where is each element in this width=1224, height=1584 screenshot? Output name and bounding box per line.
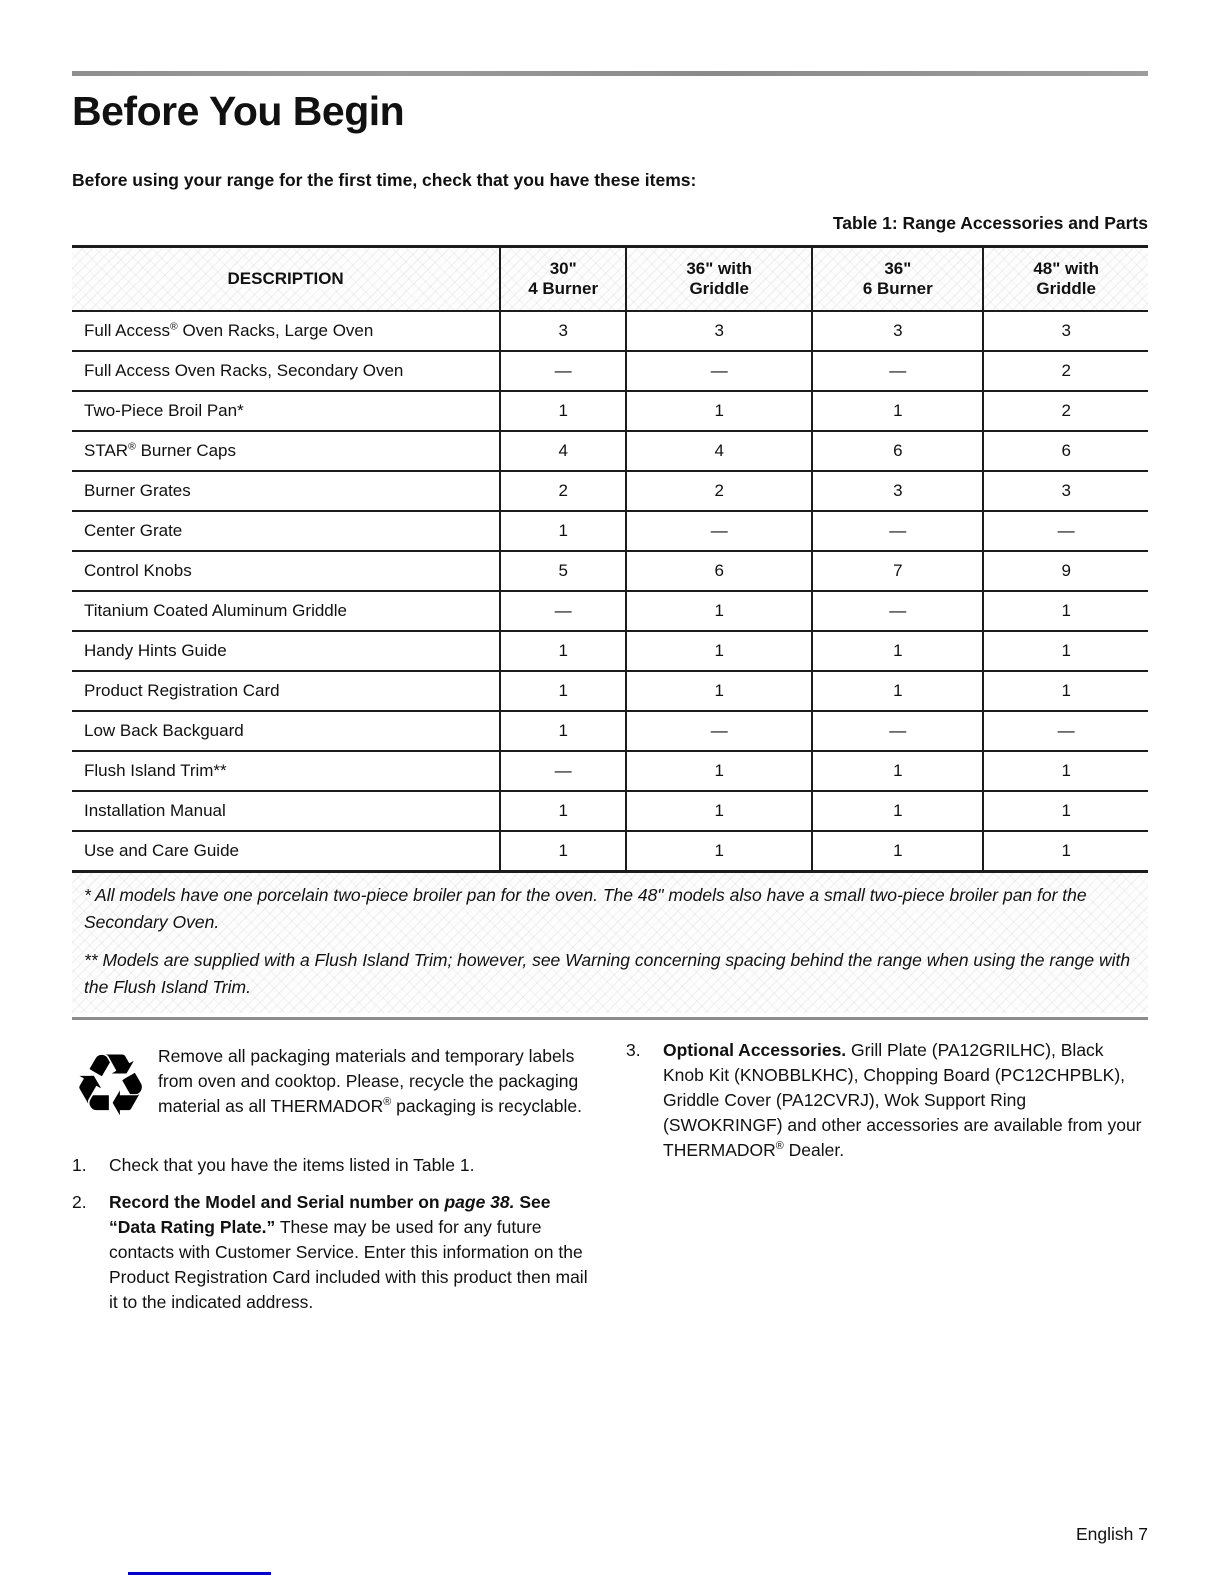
row-quantity: —: [983, 711, 1148, 751]
header-line: DESCRIPTION: [227, 269, 344, 288]
text-segment: Full Access Oven Racks, Secondary Oven: [84, 361, 404, 380]
row-quantity: 1: [983, 791, 1148, 831]
row-quantity: 1: [500, 831, 626, 872]
row-quantity: —: [626, 351, 812, 391]
table-row: [72, 311, 1148, 351]
table-row: [72, 431, 1148, 471]
row-description: [72, 511, 500, 551]
text-segment: Low Back Backguard: [84, 721, 244, 740]
list-item-text: [109, 1190, 588, 1315]
row-quantity: 1: [500, 671, 626, 711]
row-description: [72, 591, 500, 631]
header-line: 48" with: [1033, 259, 1100, 278]
row-quantity: 6: [626, 551, 812, 591]
footnote-island-trim: ** Models are supplied with a Flush Island Trim; however, see Warning concerning spacing behind the range when using the range with the Flush Island Trim.: [84, 950, 1131, 997]
row-quantity: 1: [500, 631, 626, 671]
row-quantity: 1: [626, 631, 812, 671]
text-segment: Product Registration Card: [84, 681, 280, 700]
row-description: [72, 671, 500, 711]
text-segment: Oven Racks, Large Oven: [177, 321, 374, 340]
row-description: [72, 711, 500, 751]
row-quantity: 2: [626, 471, 812, 511]
table-caption: Table 1: Range Accessories and Parts: [832, 213, 1148, 233]
header-line: 4 Burner: [528, 279, 599, 298]
text-segment: Optional Accessories.: [663, 1040, 847, 1060]
row-quantity: 5: [500, 551, 626, 591]
table-footnotes: [72, 873, 1148, 1013]
row-description: [72, 631, 500, 671]
row-quantity: 1: [983, 831, 1148, 872]
recycle-note-block: [72, 1038, 588, 1132]
col-header-description: [72, 247, 500, 312]
text-segment: Remove all packaging materials and temporary labels from oven and cooktop. Please, recycle the packaging material as all THERMADOR: [158, 1046, 579, 1116]
text-segment: Two-Piece Broil Pan*: [84, 401, 244, 420]
row-description: [72, 351, 500, 391]
row-quantity: 1: [812, 671, 983, 711]
row-description: [72, 311, 500, 351]
list-item-text: [663, 1038, 1148, 1163]
row-description: [72, 551, 500, 591]
text-segment: ®: [128, 440, 136, 453]
row-quantity: 2: [983, 351, 1148, 391]
page-title: Before You Begin: [72, 88, 405, 134]
text-segment: Grill Plate (PA12GRILHC), Black Knob Kit (KNOBBLKHC), Chopping Board (PC12CHPBLK), Griddle Cover (PA12CVRJ), Wok Support Ring (SWOKRINGF) and other accessories are available from your THERMADOR: [663, 1040, 1142, 1160]
row-quantity: 2: [983, 391, 1148, 431]
row-quantity: 1: [626, 751, 812, 791]
intro-text: Before using your range for the first time, check that you have these items:: [72, 170, 697, 190]
recycle-icon: ♻: [72, 1038, 150, 1134]
accessories-table: [72, 245, 1148, 873]
table-row: [72, 791, 1148, 831]
row-quantity: 3: [812, 311, 983, 351]
list-item-number: 1.: [72, 1155, 87, 1175]
row-description: [72, 751, 500, 791]
top-divider: [72, 71, 1148, 76]
row-quantity: 1: [500, 791, 626, 831]
row-description: [72, 471, 500, 511]
col-header-36-griddle: [626, 247, 812, 312]
row-description: [72, 391, 500, 431]
left-column: [72, 1038, 588, 1315]
row-quantity: 3: [812, 471, 983, 511]
row-quantity: 1: [500, 391, 626, 431]
row-quantity: 4: [500, 431, 626, 471]
page-number: English 7: [1076, 1524, 1148, 1544]
footnote-broil-pan: * All models have one porcelain two-piece broiler pan for the oven. The 48" models also have a small two-piece broiler pan for the Secondary Oven.: [84, 885, 1087, 932]
row-quantity: 2: [500, 471, 626, 511]
row-quantity: 1: [626, 791, 812, 831]
text-segment: Burner Grates: [84, 481, 191, 500]
header-line: 36": [884, 259, 912, 278]
text-segment: Record the Model and Serial number on: [109, 1192, 445, 1212]
row-quantity: 4: [626, 431, 812, 471]
table-row: [72, 711, 1148, 751]
list-item-optional-accessories: [626, 1038, 1148, 1163]
section-divider: [72, 1017, 1148, 1020]
row-quantity: 1: [812, 791, 983, 831]
text-segment: Use and Care Guide: [84, 841, 239, 860]
row-quantity: 3: [500, 311, 626, 351]
text-segment: ®: [775, 1140, 784, 1153]
row-description: [72, 431, 500, 471]
header-line: Griddle: [689, 279, 749, 298]
text-segment: Handy Hints Guide: [84, 641, 227, 660]
row-quantity: —: [500, 591, 626, 631]
table-row: [72, 831, 1148, 872]
row-quantity: 1: [812, 751, 983, 791]
row-quantity: 1: [812, 391, 983, 431]
text-segment: ®: [383, 1096, 392, 1109]
row-quantity: 1: [812, 831, 983, 872]
row-quantity: 1: [500, 711, 626, 751]
col-header-36-6burner: [812, 247, 983, 312]
list-item-number: 2.: [72, 1192, 87, 1212]
text-segment: ®: [169, 320, 178, 333]
text-segment: STAR: [84, 441, 129, 460]
row-quantity: —: [812, 511, 983, 551]
table-row: [72, 511, 1148, 551]
row-quantity: —: [983, 511, 1148, 551]
row-quantity: 1: [812, 631, 983, 671]
row-quantity: 3: [626, 311, 812, 351]
text-segment: Control Knobs: [84, 561, 192, 580]
text-segment: Installation Manual: [84, 801, 226, 820]
text-segment: These may be used for any future contacts with Customer Service. Enter this information on the Product Registration Card included with this product then mail it to the indicated address.: [109, 1217, 588, 1312]
text-segment: Center Grate: [84, 521, 183, 540]
text-segment: page 38.: [444, 1192, 515, 1212]
row-quantity: 1: [626, 831, 812, 872]
row-quantity: 1: [983, 671, 1148, 711]
row-quantity: 1: [500, 511, 626, 551]
text-segment: Titanium Coated Aluminum Griddle: [84, 601, 347, 620]
text-segment: Full Access: [84, 321, 170, 340]
row-quantity: 1: [626, 591, 812, 631]
table-header-row: [72, 247, 1148, 312]
table-row: [72, 471, 1148, 511]
header-line: 6 Burner: [862, 279, 933, 298]
list-item-record-model-serial: [72, 1190, 588, 1315]
table-row: [72, 551, 1148, 591]
row-quantity: —: [500, 751, 626, 791]
row-quantity: —: [812, 591, 983, 631]
table-row: [72, 631, 1148, 671]
row-quantity: 1: [983, 631, 1148, 671]
table-row: [72, 671, 1148, 711]
row-quantity: 3: [983, 471, 1148, 511]
table-header: [72, 247, 1148, 312]
table-row: [72, 591, 1148, 631]
row-quantity: —: [812, 711, 983, 751]
row-quantity: —: [500, 351, 626, 391]
header-line: Griddle: [1036, 279, 1096, 298]
list-item-check-items: [72, 1153, 588, 1178]
row-quantity: 3: [983, 311, 1148, 351]
bottom-left-blue-line: [128, 1572, 271, 1575]
text-segment: packaging is recyclable.: [391, 1096, 582, 1116]
text-segment: Dealer.: [783, 1140, 845, 1160]
list-item-text: [109, 1153, 474, 1178]
recycle-note-text: [158, 1044, 588, 1119]
col-header-48-griddle: [983, 247, 1148, 312]
header-line: 30": [549, 259, 577, 278]
row-quantity: —: [812, 351, 983, 391]
accessories-table-body: [72, 311, 1148, 872]
list-item-number: 3.: [626, 1040, 641, 1060]
row-quantity: —: [626, 711, 812, 751]
table-row: [72, 751, 1148, 791]
row-quantity: 1: [626, 671, 812, 711]
row-quantity: 6: [983, 431, 1148, 471]
row-quantity: 1: [626, 391, 812, 431]
text-segment: Flush Island Trim**: [84, 761, 227, 780]
header-line: 36" with: [686, 259, 753, 278]
text-segment: Burner Caps: [135, 441, 237, 460]
row-quantity: —: [626, 511, 812, 551]
text-segment: See “Data Rating Plate.”: [109, 1192, 551, 1237]
row-quantity: 7: [812, 551, 983, 591]
table-row: [72, 351, 1148, 391]
two-column-section: [72, 1038, 1148, 1315]
row-quantity: 1: [983, 751, 1148, 791]
text-segment: Check that you have the items listed in Table 1.: [109, 1155, 475, 1175]
right-column: [626, 1038, 1148, 1315]
row-quantity: 9: [983, 551, 1148, 591]
row-description: [72, 831, 500, 872]
col-header-30-4burner: [500, 247, 626, 312]
table-row: [72, 391, 1148, 431]
row-description: [72, 791, 500, 831]
row-quantity: 6: [812, 431, 983, 471]
row-quantity: 1: [983, 591, 1148, 631]
